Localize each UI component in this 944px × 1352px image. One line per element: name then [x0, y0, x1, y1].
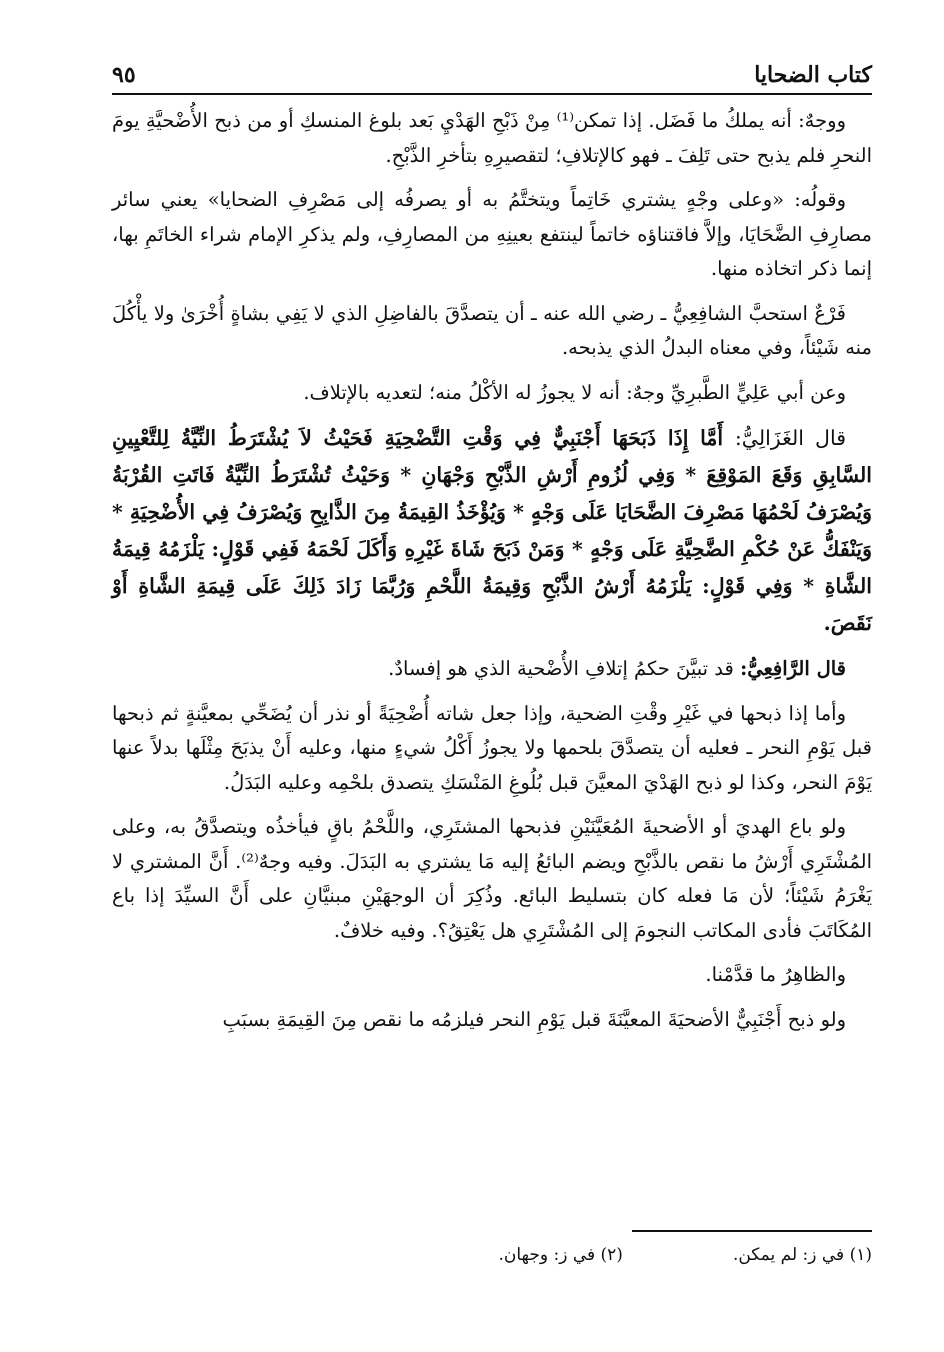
ghazali-label: قال الغَزَالِيُّ:	[734, 426, 846, 450]
page	[112, 40, 872, 1312]
footnote-rule	[632, 1230, 872, 1232]
footnote-1: (١) في ز: لم يمكن.	[732, 1245, 872, 1265]
ghazali-text: أَمَّا إِذَا ذَبَحَهَا أَجْنَبِيٌّ فِي وَقْتِ التَّضْحِيَةِ فَحَيْثُ لاَ يُشْتَرَطُ النِّيَّةُ لِلتَّعْيِينِ السَّابِقِ وَقَعَ المَوْقِعَ * وَفِي لُزُومِ أَرْشِ الذَّبْحِ وَجْهَانِ * وَحَيْثُ تُشْتَرَطُ النِّيَّةُ فَاتَتِ القُرْبَةُ وَيُصْرَفُ لَحْمُهَا مَصْرِفَ الضَّحَايَا عَلَى وَجْهٍ * وَيُؤْخَذُ القِيمَةُ مِنَ الذَّابِحِ وَيُصْرَفُ فِي الأُضْحِيَةِ * وَيَنْفَكُّ عَنْ حُكْمِ الضَّحِيَّةِ عَلَى وَجْهٍ * وَمَنْ ذَبَحَ شَاةَ غَيْرِهِ وَأَكَلَ لَحْمَهُ فَفِي قَوْلٍ: يَلْزَمُهُ قِيمَةُ الشَّاةِ * وَفِي قَوْلٍ: يَلْزَمُهُ أَرْشُ الذَّبْحِ وَقِيمَةُ اللَّحْمِ وَرُبَّمَا زَادَ ذَلِكَ عَلَى قِيمَةِ الشَّاةِ أَوْ نَقَصَ.	[112, 426, 872, 635]
rafii-text: قد تبيَّنَ حكمُ إتلافِ الأُضْحية الذي هو إفسادٌ.	[388, 657, 734, 680]
paragraph: ولو ذبح أَجْنَبِيٌّ الأضحيَةَ المعيَّنَةَ قبل يَوْمِ النحر فيلزمُه ما نقص مِنَ القِيمَةِ بسبَبِ	[222, 1007, 846, 1031]
paragraph: وأما إذا ذبحها في غَيْرِ وقْتِ الضحية، وإذا جعل شاته أُضْحِيَةً أو نذر أن يُضَحِّي بمعيَّنةٍ ثم ذبحها قبل يَوْمِ النحر ـ فعليه أن يتصدَّقَ بلحمها ولا يجوزُ أَكْلُ شيءٍ منها، وعليه أَنْ يذبَحَ مِثْلَها بدلاً عنها يَوْمَ النحر، وكذا لو ذبح الهَدْيَ المعيَّنَ قبل بُلُوغِ المَنْسَكِ يتصدق بلحْمِه وعليه البَدَلُ.	[112, 701, 872, 794]
paragraph: وعن أبي عَلِيٍّ الطَّبرِيِّ وجهٌ: أنه لا يجوزُ له الأكْلُ منه؛ لتعديه بالإتلاف.	[303, 380, 846, 404]
paragraph: فَرْعٌ استحبَّ الشافِعِيُّ ـ رضي الله عنه ـ أن يتصدَّقَ بالفاضِلِ الذي لا يَفِي بشاةٍ أُخْرَىٰ ولا يأْكُلَ منه شَيْئاً، وفي معناه البدلُ الذي يذبحه.	[112, 301, 872, 359]
main-text	[112, 104, 872, 1047]
paragraph: ووجهٌ: أنه يملكُ ما فَضَل. إذا تمكن⁽¹⁾ مِنْ ذَبْحِ الهَدْيِ بَعد بلوغ المنسكِ أو من ذبح الأُضْحيَّةِ يومَ النحرِ فلم يذبح حتى تَلِفَ ـ فهو كالإتلافِ؛ لتقصيرِهِ بتأخرِ الذَّبْحِ.	[112, 109, 872, 167]
page-header	[112, 48, 872, 88]
ghazali-paragraph	[112, 420, 872, 642]
rafii-paragraph	[112, 652, 872, 687]
footnote-2: (٢) في ز: وجهان.	[498, 1245, 623, 1265]
page-number: ٩٥	[112, 62, 136, 88]
paragraph: ولو باع الهديَ أو الأضحيةَ المُعَيَّنَيْنِ فذبحها المشتَرِي، واللَّحْمُ باقٍ فيأخذُه ويتصدَّقُ به، وعلى المُشْتَرِي أَرْشُ ما نقص بالذَّبْحِ ويضم البائعُ إليه مَا يشتري به البَدَلَ. وفيه وجهٌ⁽²⁾. أَنَّ المشتري لا يَغْرَمُ شَيْئاً؛ لأن مَا فعله كان بتسليط البائع. وذُكِرَ أن الوجهَيْنِ مبنيَّانِ على أَنَّ السيِّدَ إذا باع المُكَاتَبَ فأدى المكاتب النجومَ إلى المُشْتَرِي هل يَعْتِقُ؟. وفيه خلافٌ.	[112, 815, 872, 942]
paragraph: والظاهِرُ ما قدَّمْنا.	[705, 963, 846, 986]
paragraph: وقولُه: «وعلى وجْهٍ يشتري خَاتِماً ويتختَّمُ به أو يصرفُه إلى مَصْرِفِ الضحايا» يعني سائر مصارِفِ الضَّحَايَا، وإلاَّ فاقتناؤه خاتماً لينتفع بعينِهِ من المصارِفِ، ولم يذكرِ الإمام شراء الخاتَمِ بها، إنما ذكر اتخاذه منها.	[112, 188, 872, 280]
chapter-title: كتاب الضحايا	[754, 62, 872, 88]
footnotes	[112, 1245, 872, 1265]
rafii-label: قال الرَّافِعِيُّ:	[740, 657, 846, 680]
header-rule	[112, 93, 872, 95]
